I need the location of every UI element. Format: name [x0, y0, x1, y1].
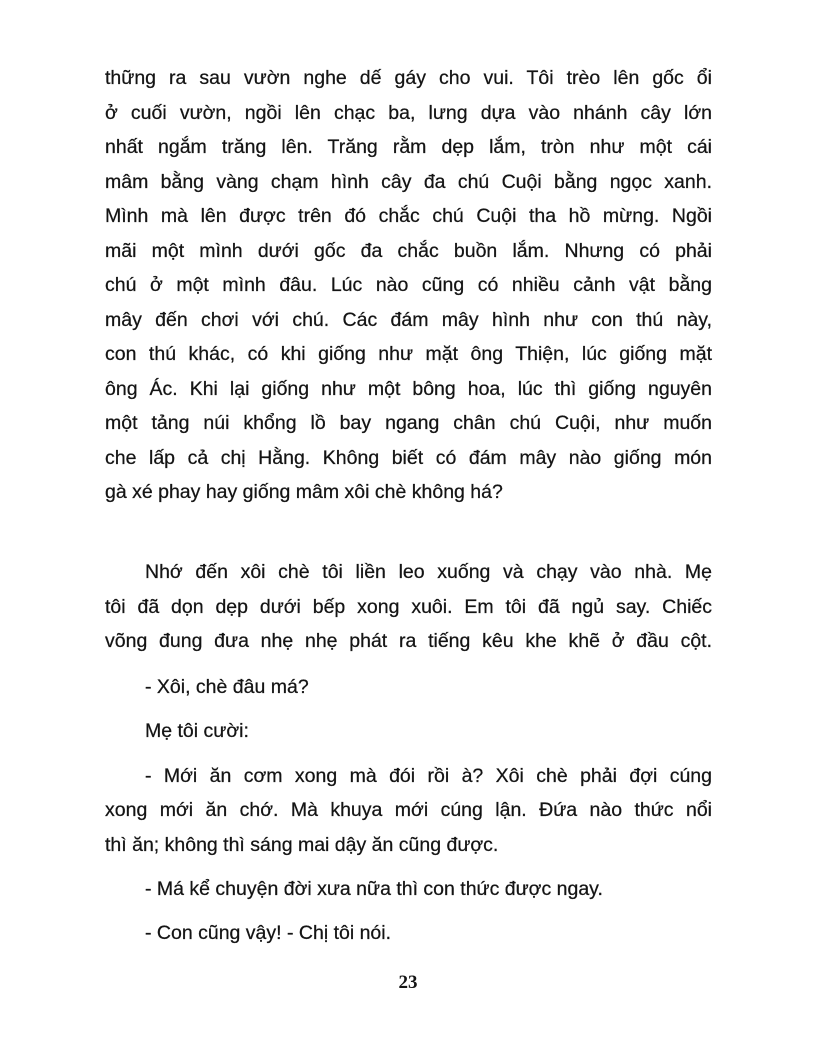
text-line: gà xé phay hay giống mâm xôi chè không há? [105, 481, 503, 503]
text-line: - Con cũng vậy! - Chị tôi nói. [145, 922, 392, 944]
text-line: ông Ác. Khi lại giống như một bông hoa, lúc thì giống nguyên [105, 378, 712, 400]
page-number: 23 [398, 972, 418, 993]
text-line: - Xôi, chè đâu má? [145, 676, 309, 698]
text-line: Mình mà lên được trên đó chắc chú Cuội tha hồ mừng. Ngồi [105, 205, 712, 227]
text-line: mãi một mình dưới gốc đa chắc buồn lắm. Nhưng có phải [105, 240, 712, 262]
text-line: chú ở một mình đâu. Lúc nào cũng có nhiều cảnh vật bằng [105, 274, 712, 296]
text-line: thì ăn; không thì sáng mai dậy ăn cũng được. [105, 834, 499, 856]
text-line: Nhớ đến xôi chè tôi liền leo xuống và chạy vào nhà. Mẹ [145, 561, 712, 583]
text-line: tôi đã dọn dẹp dưới bếp xong xuôi. Em tôi đã ngủ say. Chiếc [105, 596, 712, 618]
text-line: thững ra sau vườn nghe dế gáy cho vui. Tôi trèo lên gốc ổi [105, 67, 712, 89]
text-line: nhất ngắm trăng lên. Trăng rằm dẹp lắm, tròn như một cái [105, 136, 712, 158]
text-line: mâm bằng vàng chạm hình cây đa chú Cuội bằng ngọc xanh. [105, 171, 712, 193]
text-line: một tảng núi khổng lồ bay ngang chân chú Cuội, như muốn [105, 412, 712, 434]
text-line: mây đến chơi với chú. Các đám mây hình như con thú này, [105, 309, 712, 331]
text-line: ở cuối vườn, ngồi lên chạc ba, lưng dựa vào nhánh cây lớn [105, 102, 712, 124]
text-line: - Mới ăn cơm xong mà đói rồi à? Xôi chè phải đợi cúng [145, 765, 712, 787]
text-line: con thú khác, có khi giống như mặt ông Thiện, lúc giống mặt [105, 343, 712, 365]
text-line: Mẹ tôi cười: [145, 720, 249, 742]
text-line: che lấp cả chị Hằng. Không biết có đám mây nào giống món [105, 447, 712, 469]
text-line: võng đung đưa nhẹ nhẹ phát ra tiếng kêu khe khẽ ở đầu cột. [105, 630, 712, 652]
text-line: - Má kể chuyện đời xưa nữa thì con thức được ngay. [145, 878, 603, 900]
text-line: xong mới ăn chớ. Mà khuya mới cúng lận. Đứa nào thức nổi [105, 799, 712, 821]
